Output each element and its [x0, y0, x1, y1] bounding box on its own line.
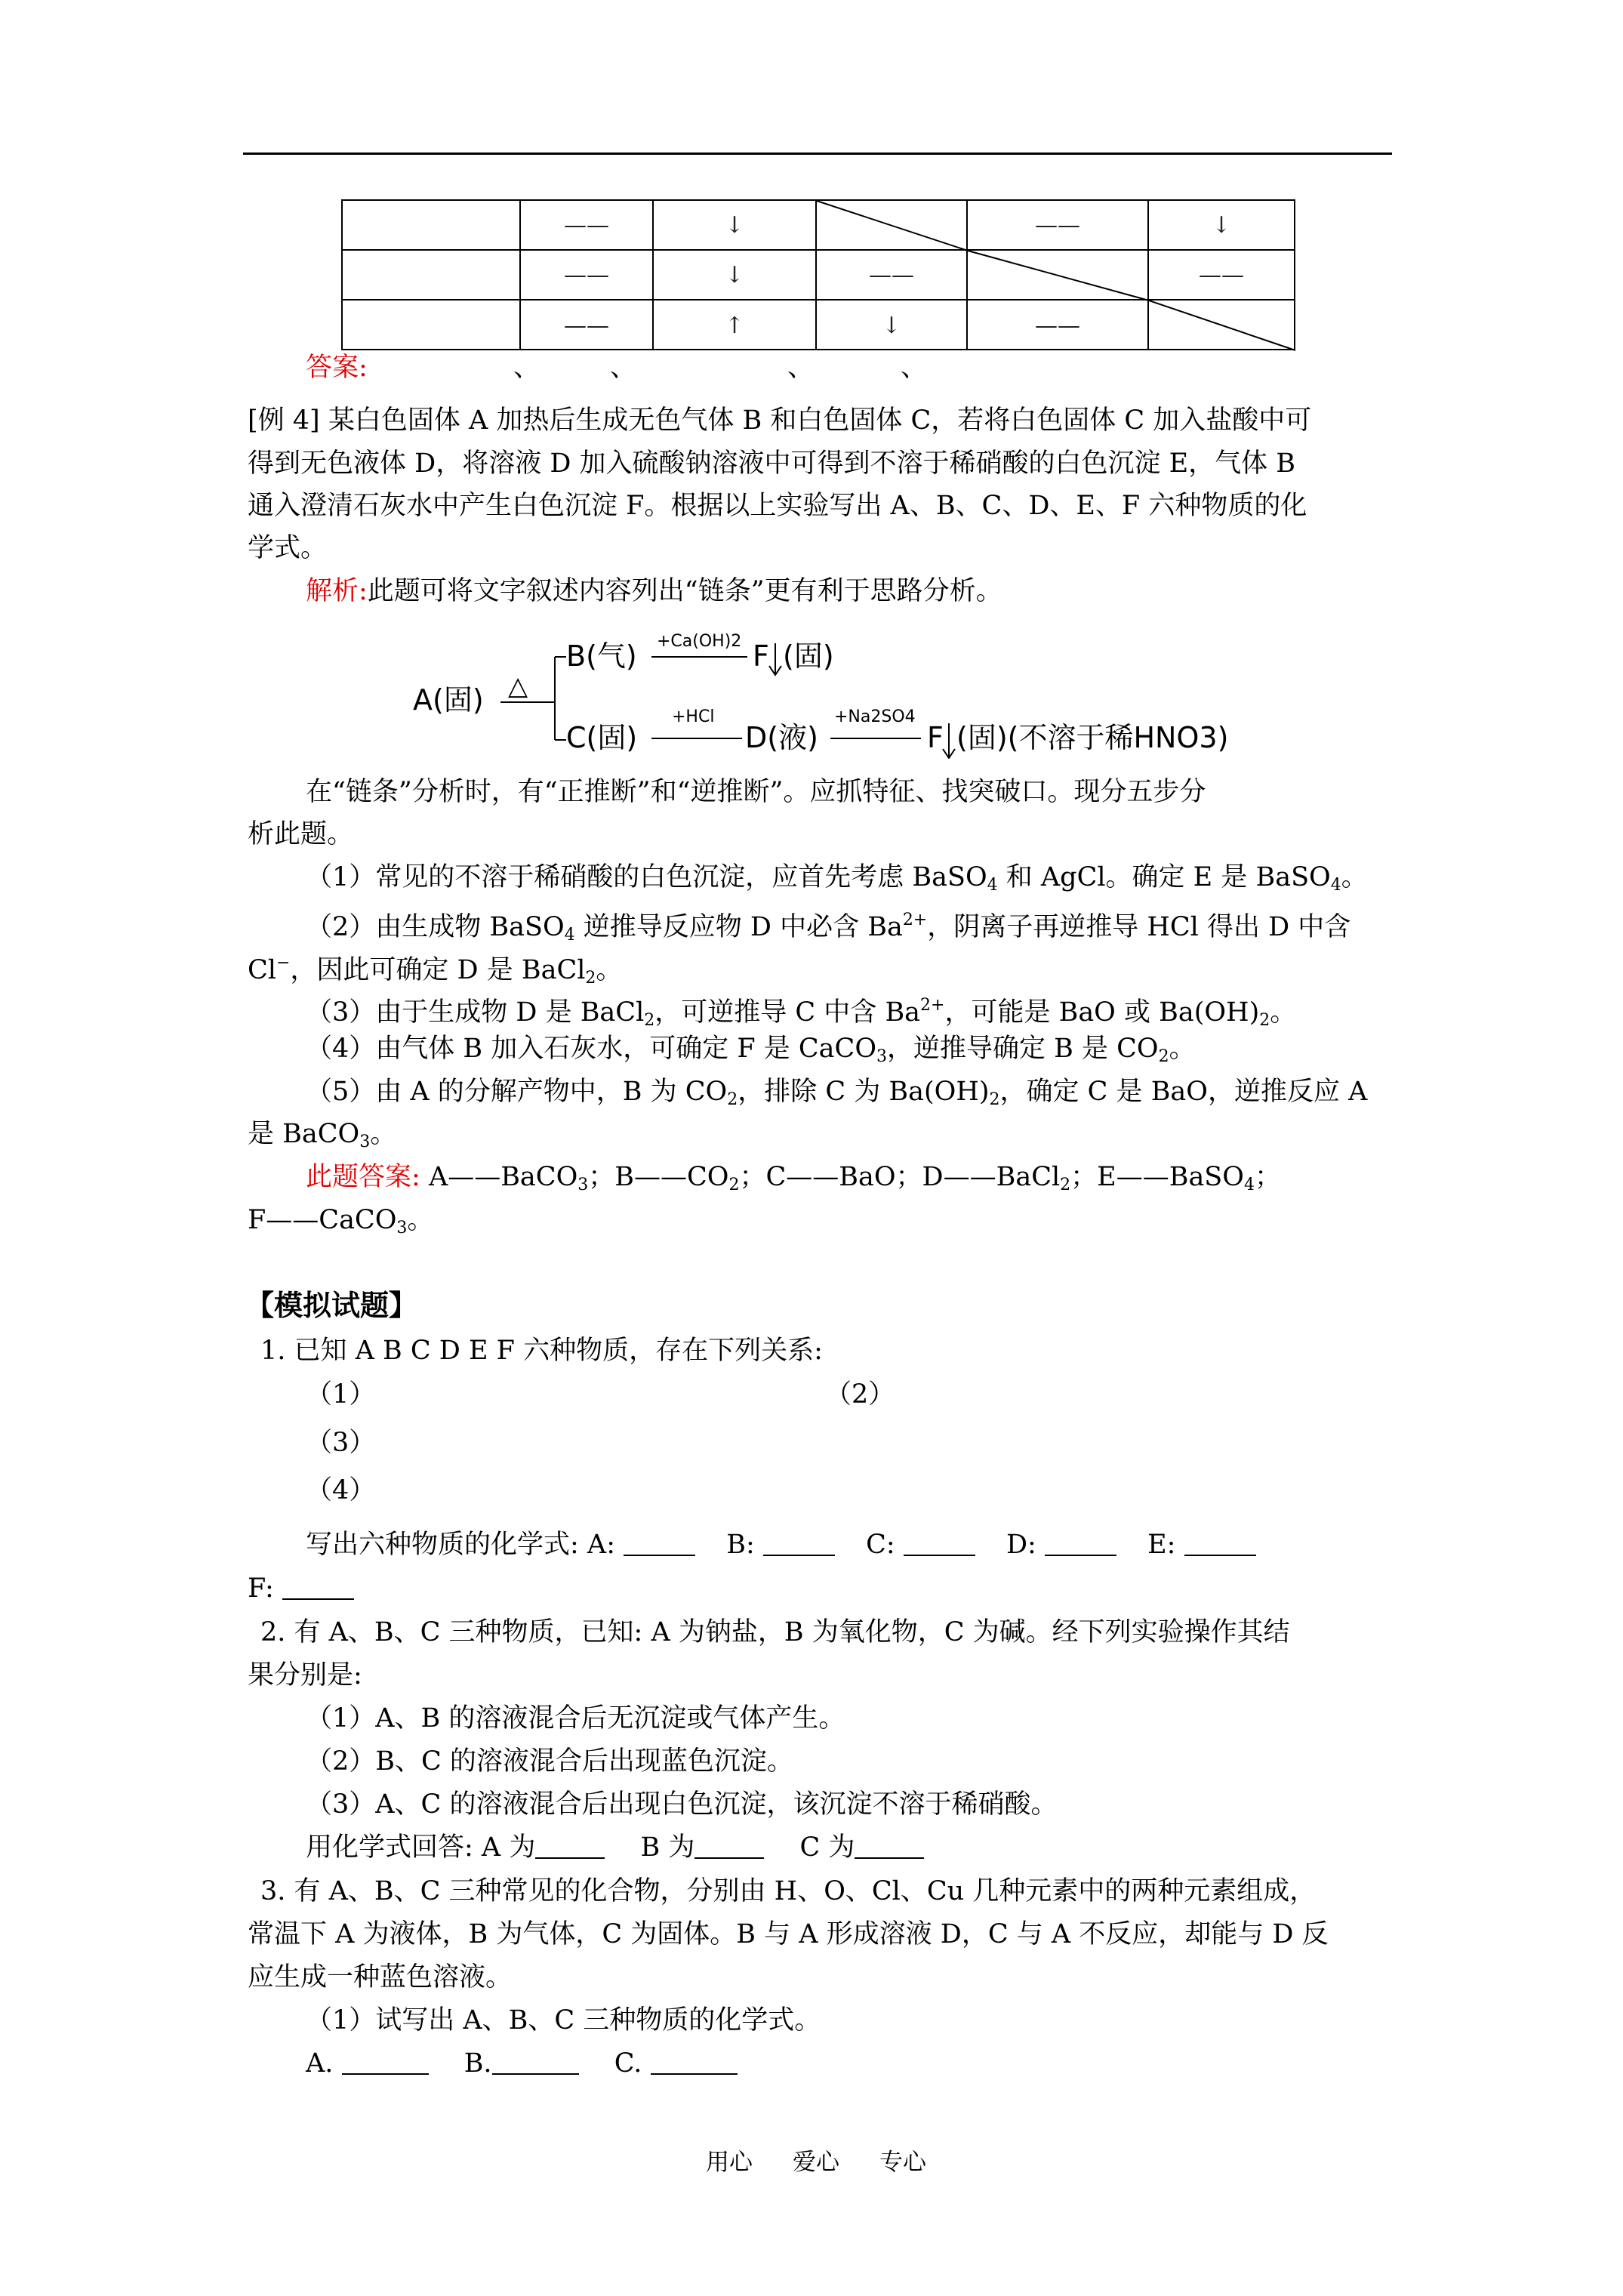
answer-label: 答案:: [306, 353, 368, 383]
q2-item: （3）A、C 的溶液混合后出现白色沉淀，该沉淀不溶于稀硝酸。: [306, 1789, 1058, 1820]
blank-q3-a[interactable]: [342, 2051, 429, 2075]
table-cell: ↓: [654, 201, 817, 251]
q2-answer-label: B 为: [640, 1832, 695, 1863]
q3-sub: （1）试写出 A、B、C 三种物质的化学式。: [306, 2005, 821, 2036]
chain-f1-state: (固): [783, 639, 834, 673]
q1-write-label: 写出六种物质的化学式: A:: [306, 1530, 615, 1560]
q1-item: （4）: [306, 1475, 376, 1505]
table-cell: ↓: [654, 251, 817, 300]
blank-q2-c[interactable]: [855, 1835, 924, 1859]
chain-d: D(液): [745, 721, 818, 754]
step-4: （4）由气体 B 加入石灰水，可确定 F 是 CaCO$_3$，逆推导确定 B 是 $CO_2$。: [306, 1034, 1196, 1066]
answer-sep: 、: [787, 353, 815, 383]
table-cell: ——: [817, 251, 968, 300]
q1-item: （2）: [825, 1379, 895, 1410]
answer-sep: 、: [610, 353, 637, 383]
chain-b: B(气): [566, 639, 637, 673]
footer-text: 专心: [879, 2149, 926, 2176]
table-cell: [968, 251, 1149, 300]
step-1: （1）常见的不溶于稀硝酸的白色沉淀，应首先考虑 BaSO$_4$ 和 AgCl。确定 E 是 BaSO$_4$。: [306, 862, 1368, 895]
q2-answer-line: [306, 1826, 924, 1869]
answer-sep: 、: [513, 353, 540, 383]
q2-answer-label: 用化学式回答: A 为: [306, 1832, 536, 1863]
question-3-cont: 常温下 A 为液体，B 为气体，C 为固体。B 与 A 形成溶液 D，C 与 A 不反应，却能与 D 反: [248, 1919, 1329, 1949]
body-para: 析此题。: [248, 819, 354, 849]
step-2: （2）由生成物 BaSO$_4$ 逆推导反应物 D 中必含 $Ba^{2+}$，阴离子再逆推导 HCl 得出 D 中含: [306, 911, 1351, 945]
step-5: （5）由 A 的分解产物中，B 为 $CO_2$，排除 C 为 $Ba(OH)_2$，确定 C 是 BaO，逆推反应 A: [306, 1077, 1368, 1109]
blank-f[interactable]: [282, 1576, 354, 1600]
table-cell: ——: [968, 300, 1149, 350]
section-heading: 【模拟试题】: [245, 1289, 418, 1322]
blank-q3-c[interactable]: [651, 2051, 738, 2075]
footer-text: 爱心: [793, 2149, 839, 2176]
q3-answer-line: [306, 2042, 738, 2085]
reaction-chain-diagram: [411, 627, 1249, 759]
table-cell: [817, 201, 968, 251]
table-cell: ——: [968, 201, 1149, 251]
question-2-cont: 果分别是:: [248, 1660, 362, 1690]
question-3: 3. 有 A、B、C 三种常见的化合物，分别由 H、O、Cl、Cu 几种元素中的两种元素组成，: [260, 1876, 1317, 1906]
table-cell: ↓: [817, 300, 968, 350]
analysis-line: [306, 569, 1002, 613]
example4-line: [例 4] 某白色固体 A 加热后生成无色气体 B 和白色固体 C，若将白色固体 C 加入盐酸中可: [248, 405, 1312, 436]
table-cell: [343, 300, 521, 350]
blank-a[interactable]: [624, 1532, 695, 1556]
final-answer-line: [306, 1155, 1281, 1207]
chain-a: A(固): [413, 683, 484, 717]
blank-d[interactable]: [1045, 1532, 1116, 1556]
q2-item: （1）A、B 的溶液混合后无沉淀或气体产生。: [306, 1703, 845, 1734]
final-answer-text: A——BaCO$_3$；$B——CO_2$；C——BaO；D——BaCl$_2$；E——BaSO$_4$；: [428, 1162, 1281, 1194]
chain-b-reagent: +Ca(OH)2: [657, 632, 742, 651]
table-row: [343, 201, 1294, 251]
chain-f1: F: [753, 639, 769, 673]
blank-q3-b[interactable]: [492, 2051, 579, 2075]
table-cell: ↑: [654, 300, 817, 350]
step-2-cont: Cl−，因此可确定 D 是 BaCl$_2$。: [248, 954, 623, 988]
q1-item: （1）: [306, 1379, 376, 1410]
table-cell: [343, 251, 521, 300]
header-rule: [243, 153, 1392, 155]
chain-c-reagent: +HCl: [672, 707, 715, 726]
example4-line: 通入澄清石灰水中产生白色沉淀 F。根据以上实验写出 A、B、C、D、E、F 六种物质的化: [248, 491, 1307, 521]
blank-e[interactable]: [1184, 1532, 1256, 1556]
table-cell: ↓: [1149, 201, 1294, 251]
blank-b[interactable]: [763, 1532, 835, 1556]
chain-f2: F: [927, 721, 944, 754]
q2-answer-label: C 为: [799, 1832, 855, 1863]
q1-letter: C:: [866, 1530, 895, 1560]
blank-q2-b[interactable]: [694, 1835, 764, 1859]
question-3-cont: 应生成一种蓝色溶液。: [248, 1962, 513, 1992]
final-answer-label: 此题答案:: [306, 1162, 420, 1192]
reaction-table: [341, 199, 1295, 350]
analysis-label: 解析:: [306, 576, 368, 606]
q1-letter: E:: [1147, 1530, 1176, 1560]
q1-letter: D:: [1006, 1530, 1036, 1560]
chain-d-reagent: +Na2SO4: [834, 707, 916, 726]
q1-letter: B:: [726, 1530, 755, 1560]
q1-write-line: [306, 1523, 1256, 1567]
q2-item: （2）B、C 的溶液混合后出现蓝色沉淀。: [306, 1746, 793, 1777]
body-para: 在“链条”分析时，有“正推断”和“逆推断”。应抓特征、找突破口。现分五步分: [306, 777, 1206, 807]
example4-line: 学式。: [248, 533, 328, 563]
table-cell: [1149, 300, 1294, 350]
chain-delta: △: [508, 671, 528, 701]
question-1: 1. 已知 A B C D E F 六种物质，存在下列关系:: [260, 1336, 823, 1366]
example4-line: 得到无色液体 D，将溶液 D 加入硫酸钠溶液中可得到不溶于稀硝酸的白色沉淀 E，气体 B: [248, 448, 1296, 479]
q1-item: （3）: [306, 1428, 376, 1458]
table-cell: ——: [521, 251, 654, 300]
answer-sep: 、: [901, 353, 928, 383]
q3-answer-label: C.: [614, 2048, 642, 2079]
q1-letter: F:: [248, 1573, 274, 1604]
final-answer-cont: F——CaCO$_3$。: [248, 1205, 434, 1237]
chain-c: C(固): [566, 721, 638, 754]
table-row: [343, 300, 1294, 350]
table-cell: ——: [521, 201, 654, 251]
table-cell: ——: [1149, 251, 1294, 300]
question-2: 2. 有 A、B、C 三种物质，已知: A 为钠盐，B 为氧化物，C 为碱。经下列实验操作其结: [260, 1617, 1290, 1647]
q3-answer-label: B.: [463, 2048, 492, 2079]
q3-answer-label: A.: [306, 2048, 334, 2079]
table-cell: [343, 201, 521, 251]
blank-q2-a[interactable]: [535, 1835, 605, 1859]
blank-c[interactable]: [904, 1532, 975, 1556]
footer-text: 用心: [706, 2149, 753, 2176]
table-cell: ——: [521, 300, 654, 350]
chain-f2-state: (固)(不溶于稀HNO3): [956, 721, 1229, 754]
step-5-cont: 是 BaCO$_3$。: [248, 1119, 397, 1151]
analysis-text: 此题可将文字叙述内容列出“链条”更有利于思路分析。: [367, 576, 1002, 606]
table-row: [343, 251, 1294, 300]
q1-write-line-cont: [248, 1567, 354, 1610]
step-3: （3）由于生成物 D 是 BaCl$_2$，可逆推导 C 中含 $Ba^{2+}$，可能是 BaO 或 $Ba(OH)_2$。: [306, 996, 1297, 1030]
